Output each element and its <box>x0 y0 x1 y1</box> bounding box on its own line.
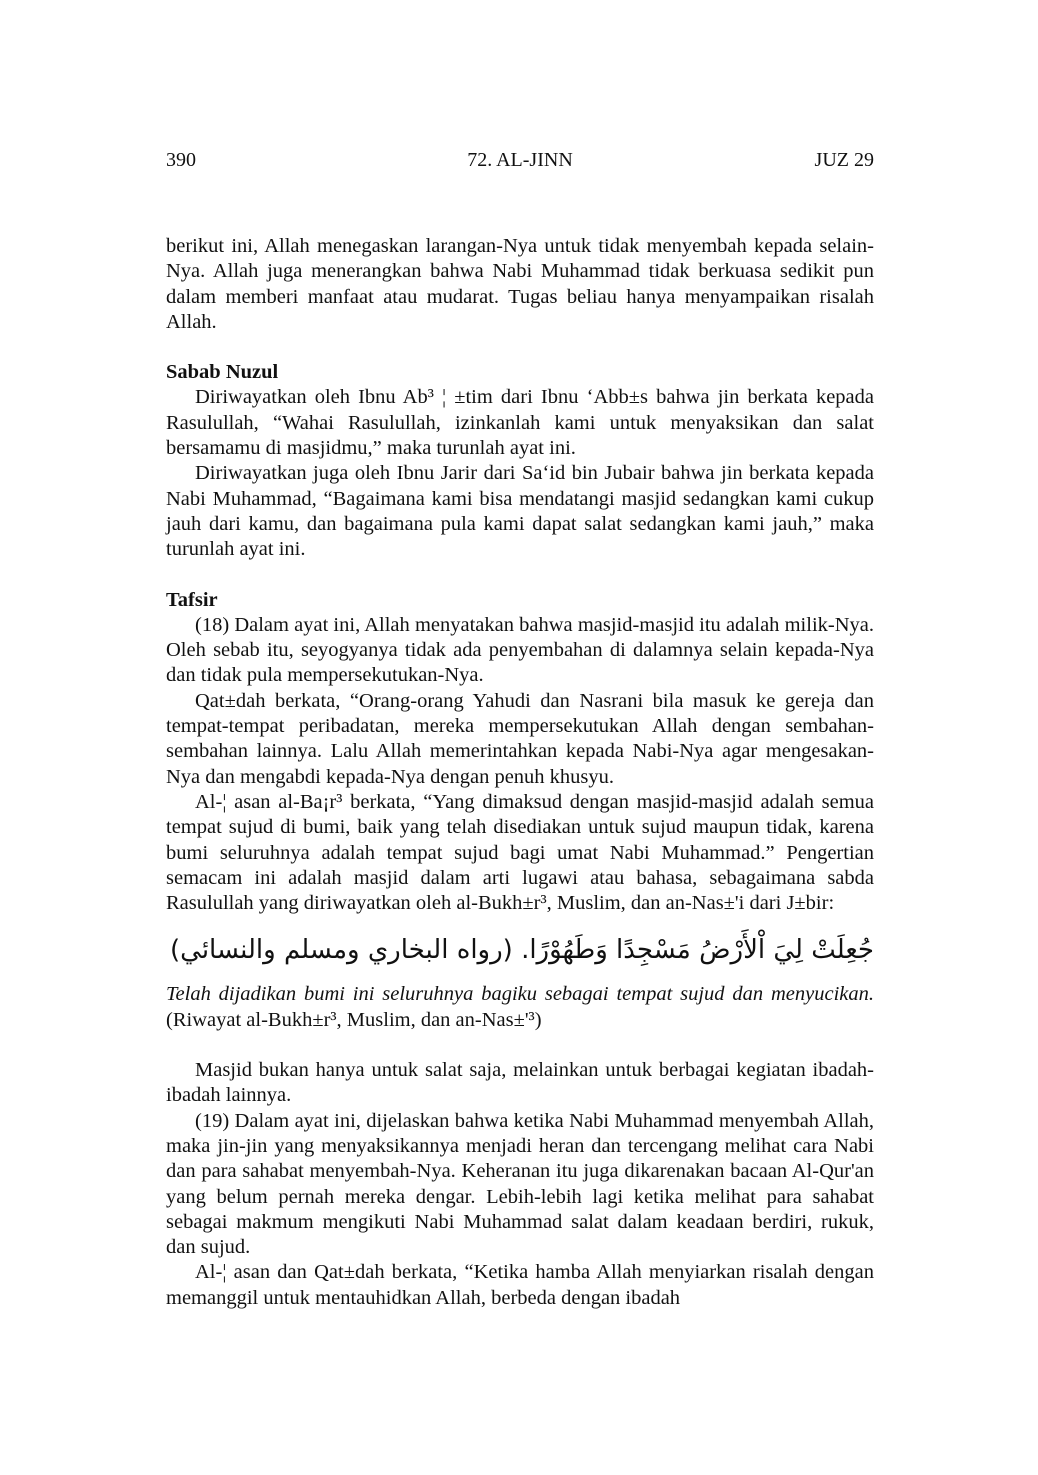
tafsir-paragraph: Qat±dah berkata, “Orang-orang Yahudi dan Nasrani bila masuk ke gereja dan tempat-tempat peribadatan, mereka mempersekutukan Allah dengan sembahan-sembahan lainnya. Lalu Allah memerintahkan kepada Nabi-Nya agar mengesakan-Nya dan mengabdi kepada-Nya dengan penuh khusyu. <box>166 689 874 788</box>
sabab-nuzul-paragraph: Diriwayatkan oleh Ibnu Ab³ ¦ ±tim dari Ibnu ‘Abb±s bahwa jin berkata kepada Rasulullah, “Wahai Rasulullah, izinkanlah kami untuk menyaksikan dan salat bersamamu di masjidmu,” maka turunlah ayat ini. <box>166 386 874 460</box>
hadith-source: (Riwayat al-Bukh±r³, Muslim, dan an-Nas±'³) <box>166 1008 542 1031</box>
page-body <box>166 234 874 1311</box>
hadith-arabic-text: جُعِلَتْ لِيَ اْلأَرْضُ مَسْجِدًا وَطَهُوْرًا. (رواه البخاري ومسلم والنسائي) <box>170 935 874 966</box>
tafsir-paragraph: Al-¦ asan dan Qat±dah berkata, “Ketika hamba Allah menyiarkan risalah dengan memanggil untuk mentauhidkan Allah, berbeda dengan ibadah <box>166 1261 874 1309</box>
sabab-nuzul-heading: Sabab Nuzul <box>166 361 279 384</box>
page-number: 390 <box>166 149 196 171</box>
running-head <box>166 146 874 174</box>
hadith-translation <box>166 982 874 1033</box>
tafsir-paragraph: (19) Dalam ayat ini, dijelaskan bahwa ketika Nabi Muhammad menyembah Allah, maka jin-jin yang menyaksikannya menjadi heran dan tercengang melihat cara Nabi dan para sahabat menyembah-Nya. Keheranan itu juga dikarenakan bacaan Al-Qur'an yang belum pernah mereka dengar. Lebih-lebih lagi ketika melihat para sahabat sebagai makmum mengikuti Nabi Muhammad salat dalam keadaan berdiri, rukuk, dan sujud. <box>166 1109 874 1259</box>
intro-paragraph: berikut ini, Allah menegaskan larangan-Nya untuk tidak menyembah kepada selain-Nya. Allah juga menerangkan bahwa Nabi Muhammad tidak berkuasa sedikit pun dalam memberi manfaat atau mudarat. Tugas beliau hanya menyampaikan risalah Allah. <box>166 235 874 333</box>
juz-label: JUZ 29 <box>814 149 874 171</box>
section-gap <box>166 335 874 360</box>
sabab-nuzul-paragraph: Diriwayatkan juga oleh Ibnu Jarir dari Sa‘id bin Jubair bahwa jin berkata kepada Nabi Muhammad, “Bagaimana kami bisa mendatangi masjid sedangkan kami cukup jauh dari kamu, dan bagaimana pula kami dapat salat sedangkan kami jauh,” maka turunlah ayat ini. <box>166 462 874 561</box>
tafsir-paragraph: Masjid bukan hanya untuk salat saja, melainkan untuk berbagai kegiatan ibadah-ibadah lainnya. <box>166 1059 874 1107</box>
section-gap <box>166 563 874 588</box>
tafsir-paragraph: (18) Dalam ayat ini, Allah menyatakan bahwa masjid-masjid itu adalah milik-Nya. Oleh sebab itu, seyogyanya tidak ada penyembahan di dalamnya selain kepada-Nya dan tidak pula mempersekutukan-Nya. <box>166 613 874 687</box>
tafsir-paragraph: Al-¦ asan al-Ba¡r³ berkata, “Yang dimaksud dengan masjid-masjid adalah semua tempat sujud di bumi, baik yang telah disediakan untuk sujud maupun tidak, karena bumi seluruhnya adalah tempat sujud bagi umat Nabi Muhammad.” Pengertian semacam ini adalah masjid dalam arti lugawi atau bahasa, sebagaimana sabda Rasulullah yang diriwayatkan oleh al-Bukh±r³, Muslim, dan an-Nas±'i dari J±bir: <box>166 790 874 915</box>
tafsir-heading: Tafsir <box>166 588 218 611</box>
surah-title: 72. AL-JINN <box>467 149 573 171</box>
hadith-translation-text: Telah dijadikan bumi ini seluruhnya bagiku sebagai tempat sujud dan menyucikan. <box>166 983 874 1006</box>
section-gap <box>166 1033 874 1058</box>
